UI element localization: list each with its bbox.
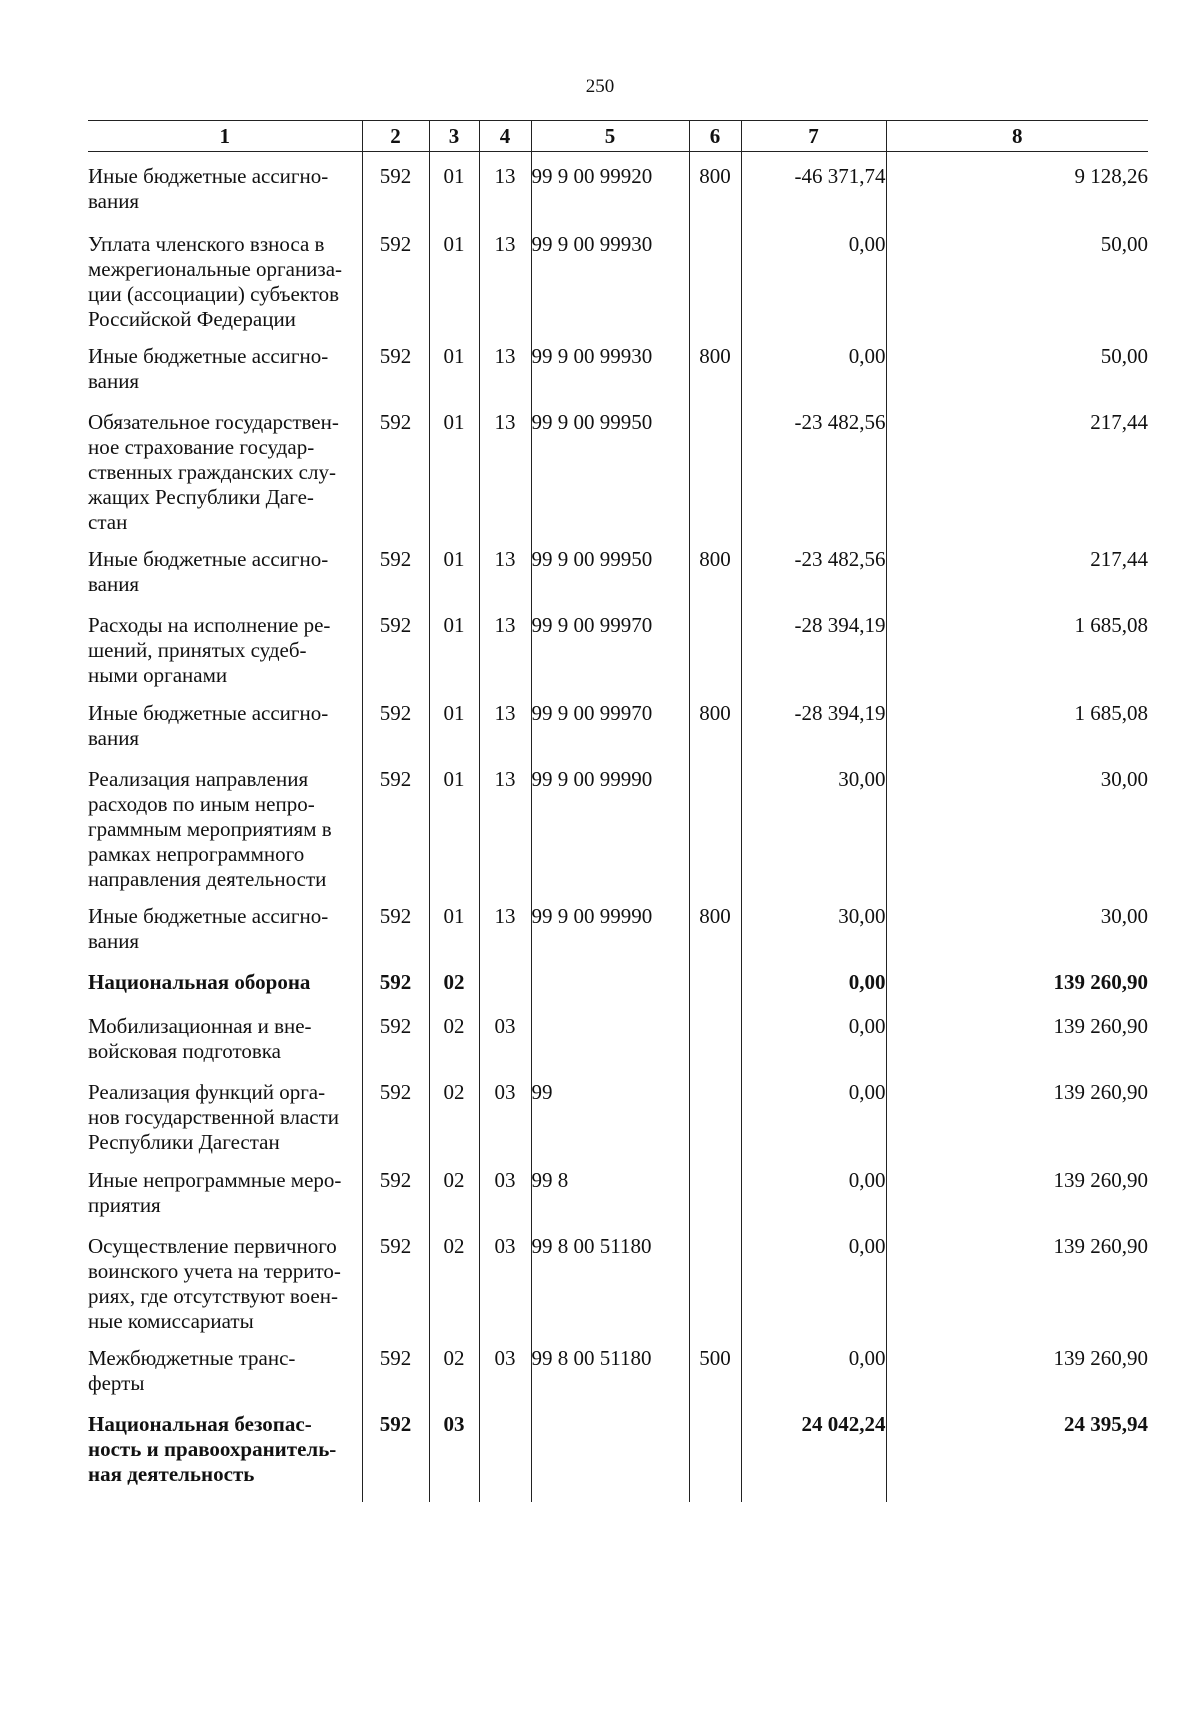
row-section: 02 — [429, 1156, 479, 1222]
row-section: 01 — [429, 535, 479, 601]
row-grbs: 592 — [362, 1002, 429, 1068]
row-expense-type — [689, 220, 741, 332]
row-name: Национальная оборона — [88, 970, 311, 994]
row-amount-col7: 0,00 — [741, 1334, 886, 1400]
row-expense-type: 800 — [689, 689, 741, 755]
table-row — [88, 689, 1148, 755]
row-subsection: 13 — [479, 892, 531, 958]
row-subsection: 13 — [479, 535, 531, 601]
row-grbs: 592 — [362, 892, 429, 958]
table-row — [88, 1400, 1148, 1502]
row-section: 01 — [429, 152, 479, 221]
header-col-7: 7 — [741, 121, 886, 152]
table-row — [88, 1068, 1148, 1156]
row-expense-type — [689, 1002, 741, 1068]
row-name: Иные бюджетные ассигно- вания — [88, 547, 329, 596]
row-amount-col8: 50,00 — [886, 220, 1148, 332]
table-row — [88, 152, 1148, 221]
header-col-3: 3 — [429, 121, 479, 152]
row-section: 01 — [429, 332, 479, 398]
row-expense-type: 500 — [689, 1334, 741, 1400]
row-grbs: 592 — [362, 689, 429, 755]
row-target-article: 99 8 — [531, 1156, 689, 1222]
table-row — [88, 535, 1148, 601]
row-target-article: 99 — [531, 1068, 689, 1156]
row-amount-col7: 0,00 — [741, 1156, 886, 1222]
row-amount-col7: 0,00 — [741, 1222, 886, 1334]
row-subsection — [479, 958, 531, 1002]
row-name: Национальная безопас- ность и правоохранитель- ная деятельность — [88, 1412, 337, 1486]
row-target-article — [531, 1400, 689, 1502]
row-section: 01 — [429, 601, 479, 689]
header-col-2: 2 — [362, 121, 429, 152]
row-amount-col8: 9 128,26 — [886, 152, 1148, 221]
row-amount-col7: -46 371,74 — [741, 152, 886, 221]
row-target-article: 99 9 00 99930 — [531, 332, 689, 398]
row-name: Иные непрограммные меро- приятия — [88, 1168, 342, 1217]
header-col-5: 5 — [531, 121, 689, 152]
row-subsection: 13 — [479, 689, 531, 755]
table-row — [88, 1222, 1148, 1334]
table-row — [88, 958, 1148, 1002]
header-col-4: 4 — [479, 121, 531, 152]
row-expense-type — [689, 958, 741, 1002]
row-amount-col8: 1 685,08 — [886, 689, 1148, 755]
header-col-6: 6 — [689, 121, 741, 152]
row-expense-type: 800 — [689, 152, 741, 221]
header-row — [88, 121, 1148, 152]
table-row — [88, 1002, 1148, 1068]
row-section: 03 — [429, 1400, 479, 1502]
row-amount-col8: 30,00 — [886, 892, 1148, 958]
row-target-article: 99 9 00 99990 — [531, 755, 689, 892]
row-grbs: 592 — [362, 1400, 429, 1502]
table-row — [88, 220, 1148, 332]
table-body — [88, 152, 1148, 1503]
row-target-article: 99 9 00 99970 — [531, 689, 689, 755]
table-row — [88, 1156, 1148, 1222]
row-grbs: 592 — [362, 755, 429, 892]
row-amount-col7: 0,00 — [741, 1002, 886, 1068]
budget-table — [88, 120, 1148, 1502]
row-target-article — [531, 1002, 689, 1068]
row-subsection: 13 — [479, 398, 531, 535]
row-amount-col8: 30,00 — [886, 755, 1148, 892]
row-section: 02 — [429, 958, 479, 1002]
row-subsection: 03 — [479, 1002, 531, 1068]
row-grbs: 592 — [362, 1068, 429, 1156]
row-subsection: 13 — [479, 332, 531, 398]
row-amount-col7: 0,00 — [741, 1068, 886, 1156]
row-grbs: 592 — [362, 1156, 429, 1222]
row-grbs: 592 — [362, 958, 429, 1002]
row-amount-col8: 217,44 — [886, 535, 1148, 601]
row-amount-col8: 217,44 — [886, 398, 1148, 535]
row-target-article: 99 9 00 99990 — [531, 892, 689, 958]
row-section: 01 — [429, 755, 479, 892]
row-amount-col8: 139 260,90 — [886, 1222, 1148, 1334]
row-section: 01 — [429, 689, 479, 755]
table-row — [88, 755, 1148, 892]
row-amount-col7: 0,00 — [741, 220, 886, 332]
row-amount-col8: 139 260,90 — [886, 1334, 1148, 1400]
row-amount-col8: 24 395,94 — [886, 1400, 1148, 1502]
row-amount-col8: 50,00 — [886, 332, 1148, 398]
row-subsection: 13 — [479, 755, 531, 892]
row-section: 02 — [429, 1222, 479, 1334]
row-name: Иные бюджетные ассигно- вания — [88, 344, 329, 393]
row-amount-col7: -28 394,19 — [741, 689, 886, 755]
row-section: 02 — [429, 1068, 479, 1156]
row-amount-col7: 30,00 — [741, 755, 886, 892]
row-section: 01 — [429, 892, 479, 958]
row-amount-col7: 0,00 — [741, 332, 886, 398]
table-row — [88, 892, 1148, 958]
row-expense-type: 800 — [689, 332, 741, 398]
row-name: Иные бюджетные ассигно- вания — [88, 904, 329, 953]
row-expense-type — [689, 601, 741, 689]
row-section: 01 — [429, 220, 479, 332]
row-expense-type — [689, 398, 741, 535]
row-section: 02 — [429, 1334, 479, 1400]
row-subsection — [479, 1400, 531, 1502]
row-grbs: 592 — [362, 398, 429, 535]
header-col-1: 1 — [88, 121, 362, 152]
table-row — [88, 1334, 1148, 1400]
row-name: Иные бюджетные ассигно- вания — [88, 701, 329, 750]
row-amount-col7: -23 482,56 — [741, 398, 886, 535]
row-grbs: 592 — [362, 1222, 429, 1334]
row-amount-col8: 139 260,90 — [886, 958, 1148, 1002]
row-name: Осуществление первичного воинского учета на террито- риях, где отсутствуют воен- ные комиссариаты — [88, 1234, 341, 1333]
row-subsection: 03 — [479, 1068, 531, 1156]
row-target-article: 99 9 00 99950 — [531, 535, 689, 601]
row-grbs: 592 — [362, 332, 429, 398]
row-name: Уплата членского взноса в межрегиональные организа- ции (ассоциации) субъектов Российской Федерации — [88, 232, 343, 331]
row-amount-col7: 24 042,24 — [741, 1400, 886, 1502]
row-subsection: 13 — [479, 601, 531, 689]
row-name: Реализация функций орга- нов государственной власти Республики Дагестан — [88, 1080, 339, 1154]
row-expense-type — [689, 755, 741, 892]
row-name: Реализация направления расходов по иным непро- граммным мероприятиям в рамках непрограммного направления деятельности — [88, 767, 332, 891]
row-name: Иные бюджетные ассигно- вания — [88, 164, 329, 213]
row-target-article — [531, 958, 689, 1002]
row-name: Расходы на исполнение ре- шений, принятых судеб- ными органами — [88, 613, 331, 687]
row-expense-type — [689, 1156, 741, 1222]
row-amount-col7: -28 394,19 — [741, 601, 886, 689]
row-target-article: 99 8 00 51180 — [531, 1334, 689, 1400]
row-amount-col8: 139 260,90 — [886, 1002, 1148, 1068]
row-subsection: 03 — [479, 1156, 531, 1222]
row-expense-type: 800 — [689, 892, 741, 958]
row-target-article: 99 9 00 99930 — [531, 220, 689, 332]
row-target-article: 99 9 00 99950 — [531, 398, 689, 535]
row-grbs: 592 — [362, 535, 429, 601]
row-amount-col7: 0,00 — [741, 958, 886, 1002]
header-col-8: 8 — [886, 121, 1148, 152]
row-subsection: 03 — [479, 1222, 531, 1334]
row-expense-type: 800 — [689, 535, 741, 601]
row-grbs: 592 — [362, 1334, 429, 1400]
row-amount-col8: 139 260,90 — [886, 1068, 1148, 1156]
table-row — [88, 332, 1148, 398]
row-grbs: 592 — [362, 601, 429, 689]
row-amount-col7: 30,00 — [741, 892, 886, 958]
row-expense-type — [689, 1400, 741, 1502]
table-row — [88, 398, 1148, 535]
row-target-article: 99 9 00 99920 — [531, 152, 689, 221]
row-name: Обязательное государствен- ное страхование государ- ственных гражданских слу- жащих Республики Даге- стан — [88, 410, 339, 534]
row-subsection: 03 — [479, 1334, 531, 1400]
row-amount-col8: 139 260,90 — [886, 1156, 1148, 1222]
row-amount-col8: 1 685,08 — [886, 601, 1148, 689]
row-amount-col7: -23 482,56 — [741, 535, 886, 601]
row-target-article: 99 8 00 51180 — [531, 1222, 689, 1334]
row-grbs: 592 — [362, 220, 429, 332]
row-name: Мобилизационная и вне- войсковая подготовка — [88, 1014, 312, 1063]
row-expense-type — [689, 1068, 741, 1156]
row-name: Межбюджетные транс- ферты — [88, 1346, 296, 1395]
table-row — [88, 601, 1148, 689]
row-subsection: 13 — [479, 152, 531, 221]
row-section: 01 — [429, 398, 479, 535]
page-number: 250 — [585, 76, 615, 97]
row-target-article: 99 9 00 99970 — [531, 601, 689, 689]
row-subsection: 13 — [479, 220, 531, 332]
row-section: 02 — [429, 1002, 479, 1068]
row-expense-type — [689, 1222, 741, 1334]
row-grbs: 592 — [362, 152, 429, 221]
